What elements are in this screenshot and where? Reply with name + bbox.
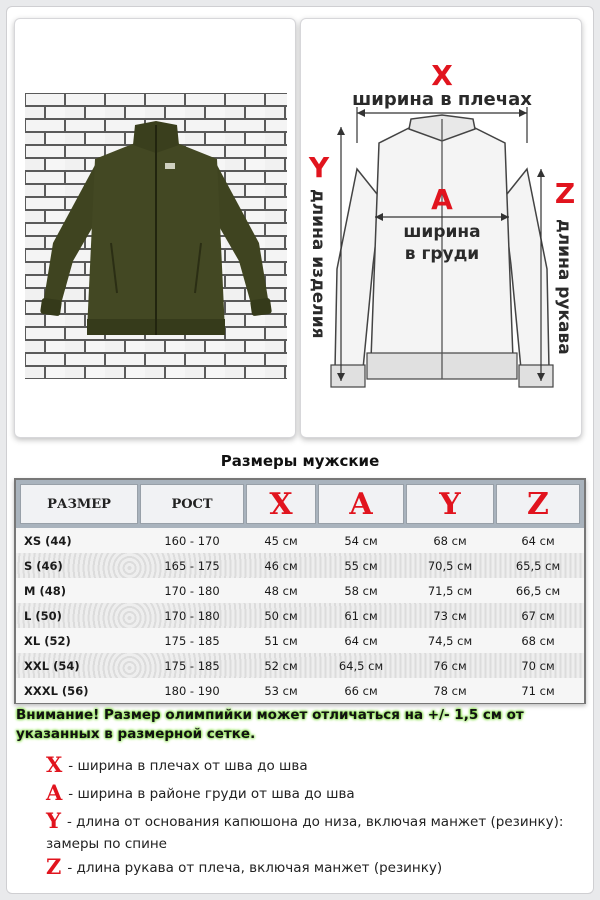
table-cell: XS (44)	[24, 533, 72, 548]
legend-key-z: Z	[46, 854, 62, 879]
legend-text-x: - ширина в плечах от шва до шва	[68, 758, 308, 774]
table-cell: 53 см	[264, 683, 298, 698]
header-size: РАЗМЕР	[20, 484, 138, 524]
table-cell: 175 - 185	[164, 633, 220, 648]
legend-text-z: - длина рукава от плеча, включая манжет (резинку)	[67, 860, 443, 876]
table-cell: 160 - 170	[164, 533, 220, 548]
table-row	[16, 578, 584, 603]
z-label: длина рукава	[554, 219, 574, 355]
header-x: X	[246, 484, 316, 524]
legend-a	[46, 782, 566, 805]
table-row	[16, 553, 584, 578]
header-height: РОСТ	[140, 484, 244, 524]
table-cell: 48 см	[264, 583, 298, 598]
table-cell: XXXL (56)	[24, 683, 89, 698]
product-photo-panel	[14, 18, 296, 438]
legend-y	[46, 810, 566, 855]
table-cell: 66,5 см	[515, 583, 561, 598]
header-z: Z	[496, 484, 580, 524]
table-header	[16, 480, 584, 528]
table-cell: 65,5 см	[515, 558, 561, 573]
legend-x	[46, 754, 566, 777]
y-label: длина изделия	[308, 189, 328, 339]
table-cell: 70 см	[521, 658, 555, 673]
table-cell: 64,5 см	[338, 658, 384, 673]
table-cell: 66 см	[344, 683, 378, 698]
table-cell: 50 см	[264, 608, 298, 623]
table-cell: 73 см	[433, 608, 467, 623]
table-cell: L (50)	[24, 608, 62, 623]
warning-note: Внимание! Размер олимпийки может отличаться на +/- 1,5 см от указанных в размерной сетке.	[16, 707, 524, 742]
table-cell: S (46)	[24, 558, 63, 573]
table-cell: 165 - 175	[164, 558, 220, 573]
table-cell: 170 - 180	[164, 583, 220, 598]
legend-text-y: - длина от основания капюшона до низа, включая манжет (резинку): замеры по спине	[46, 814, 564, 852]
table-row	[16, 603, 584, 628]
a-letter: A	[431, 183, 453, 216]
table-row	[16, 678, 584, 703]
table-row	[16, 653, 584, 678]
table-cell: 170 - 180	[164, 608, 220, 623]
table-cell: 52 см	[264, 658, 298, 673]
header-a: A	[318, 484, 404, 524]
table-cell: 61 см	[344, 608, 378, 623]
table-cell: 45 см	[264, 533, 298, 548]
table-cell: 74,5 см	[427, 633, 473, 648]
table-cell: 180 - 190	[164, 683, 220, 698]
table-cell: XXL (54)	[24, 658, 80, 673]
header-y: Y	[406, 484, 494, 524]
size-table	[14, 478, 586, 704]
table-cell: 55 см	[344, 558, 378, 573]
table-row	[16, 528, 584, 553]
table-cell: 71,5 см	[427, 583, 473, 598]
y-letter: Y	[308, 151, 330, 184]
a-label-line1: ширина	[403, 222, 481, 242]
legend-key-x: X	[46, 752, 63, 777]
table-cell: 175 - 185	[164, 658, 220, 673]
table-cell: 68 см	[521, 633, 555, 648]
table-cell: 46 см	[264, 558, 298, 573]
table-cell: 64 см	[521, 533, 555, 548]
product-photo	[25, 93, 287, 379]
measurement-diagram-panel	[300, 18, 582, 438]
legend-text-a: - ширина в районе груди от шва до шва	[68, 786, 355, 802]
table-cell: 70,5 см	[427, 558, 473, 573]
table-cell: 54 см	[344, 533, 378, 548]
table-cell: 51 см	[264, 633, 298, 648]
table-cell: 68 см	[433, 533, 467, 548]
table-cell: 76 см	[433, 658, 467, 673]
measurement-diagram	[301, 19, 583, 439]
a-label-line2: в груди	[404, 244, 480, 264]
table-cell: XL (52)	[24, 633, 71, 648]
table-row	[16, 628, 584, 653]
table-cell: 67 см	[521, 608, 555, 623]
table-cell: 78 см	[433, 683, 467, 698]
legend-key-a: A	[46, 780, 63, 805]
z-letter: Z	[554, 177, 576, 210]
table-cell: 64 см	[344, 633, 378, 648]
table-cell: 58 см	[344, 583, 378, 598]
legend-key-y: Y	[46, 808, 61, 833]
x-letter: X	[431, 59, 453, 92]
x-label: ширина в плечах	[352, 89, 532, 110]
table-cell: 71 см	[521, 683, 555, 698]
table-title: Размеры мужские	[220, 452, 380, 470]
table-cell: M (48)	[24, 583, 66, 598]
legend-z	[46, 856, 566, 879]
